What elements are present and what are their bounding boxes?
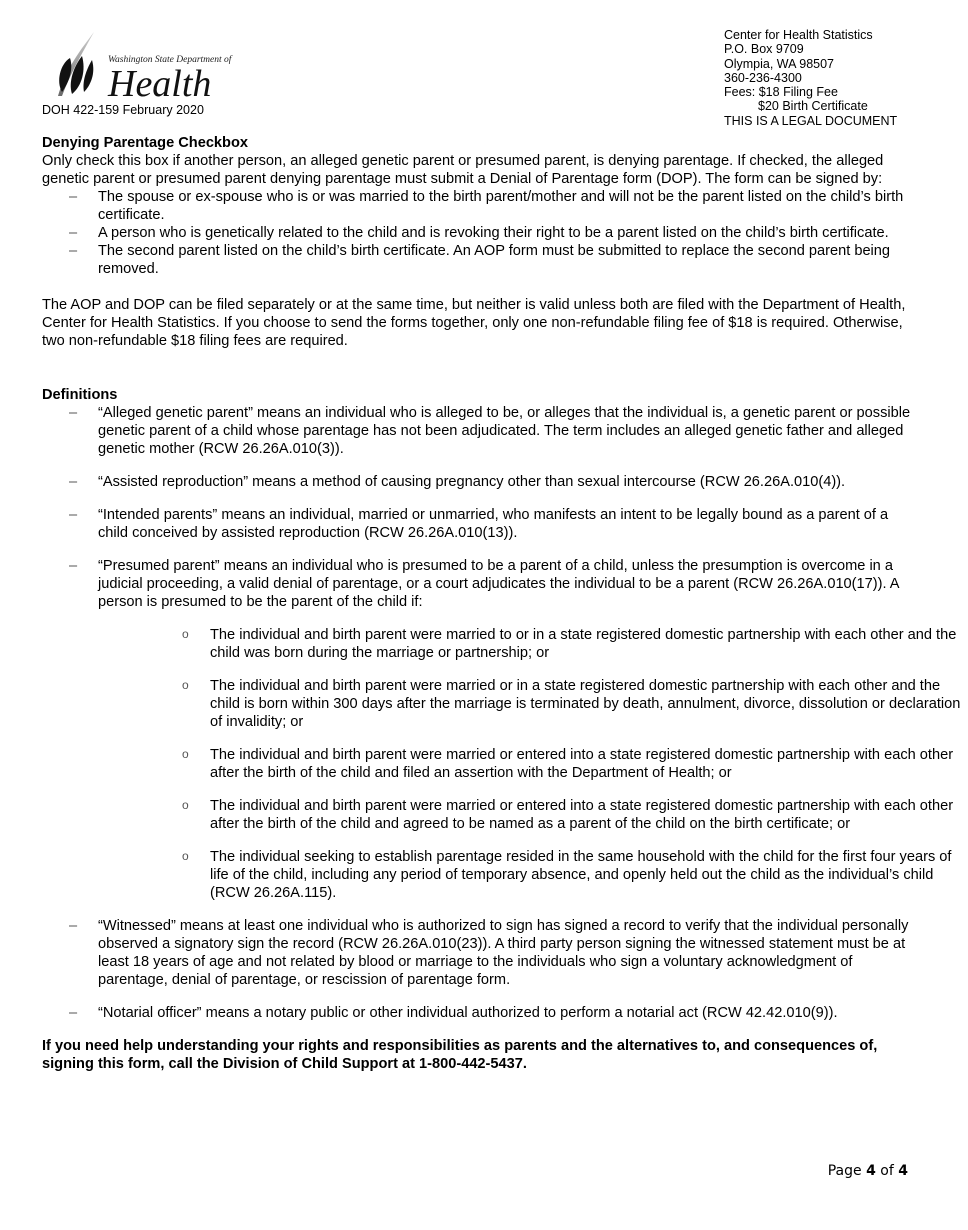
doh-logo (52, 30, 232, 105)
filing-note: The AOP and DOP can be filed separately or at the same time, but neither is valid unless both are filed with the Department of Health, Center for Health Statistics. If you choose to send the forms together, only one non-refundable filing fee of $18 is required. Otherwise, two non-refundable $18 filing fees are required. (42, 297, 906, 349)
svg-text:Health: Health (108, 63, 212, 105)
definitions-list (42, 404, 961, 1022)
denying-intro: Only check this box if another person, an alleged genetic parent or presumed parent, is denying parentage. If checked, the alleged genetic parent or presumed parent denying parentage must submit a Denial of Parentage form (DOP). The form can be signed by: (42, 153, 884, 187)
contact-fee-filing: Fees: $18 Filing Fee (724, 85, 838, 100)
contact-line: Center for Health Statistics (724, 28, 873, 42)
legal-notice: THIS IS A LEGAL DOCUMENT (724, 113, 898, 128)
definitions-heading: Definitions (42, 387, 118, 403)
definition-presumed-parent (42, 557, 961, 902)
definition-intended-parents: – “Intended parents” means an individual, married or unmarried, who manifests an intent to be legally bound as a parent of a child conceived by assisted reproduction (RCW 26.26A.010(13)). (42, 506, 912, 542)
presumption-list (98, 626, 961, 902)
contact-fee-certificate: $20 Birth Certificate (758, 99, 868, 114)
denying-heading: Denying Parentage Checkbox (42, 135, 248, 151)
contact-phone: 360-236-4300 (724, 70, 802, 85)
definition-witnessed: – “Witnessed” means at least one individual who is authorized to sign has signed a record to verify that the individual personally observed a signatory sign the record (RCW 26.26A.010(23)). A third party person signing the witnessed statement must be at least 18 years of age and not related by blood or marriage to the individuals who sign a voluntary acknowledgment of parentage, denial of parentage, or rescission of parentage form. (42, 917, 912, 989)
list-item: – The second parent listed on the child’s birth certificate. An AOP form must be submitted to replace the second parent being removed. (42, 242, 912, 278)
list-item: o The individual and birth parent were married or in a state registered domestic partnership with each other and the child is born within 300 days after the marriage is terminated by death, annulment, divorce, dissolution or declaration of invalidity; or (154, 677, 968, 731)
definition-alleged-genetic-parent: – “Alleged genetic parent” means an individual who is alleged to be, or alleges that the individual is, a genetic parent or possible genetic parent of a child whose parentage has not been adjudicated. The term includes an alleged genetic father and alleged genetic mother (RCW 26.26A.010(3)). (42, 404, 912, 458)
contact-line: P.O. Box 9709 (724, 42, 804, 57)
definition-presumed-parent-text: “Presumed parent” means an individual who is presumed to be a parent of a child, unless the presumption is overcome in a judicial proceeding, a valid denial of parentage, or a court adjudicates the individual to be a parent (RCW 26.26A.010(17)). A person is presumed to be the parent of the child if: (98, 558, 899, 610)
form-id: DOH 422-159 February 2020 (42, 103, 204, 117)
document-body (42, 134, 961, 1073)
list-item: o The individual and birth parent were married or entered into a state registered domestic partnership with each other after the birth of the child and agreed to be named as a parent of the child on the birth certificate; or (154, 797, 968, 833)
list-item: – A person who is genetically related to the child and is revoking their right to be a parent listed on the child’s birth certificate. (42, 224, 912, 242)
page-number: Page 4 of 4 (827, 1163, 908, 1179)
definition-notarial-officer: – “Notarial officer” means a notary public or other individual authorized to perform a notarial act (RCW 42.42.010(9)). (42, 1004, 912, 1022)
definition-assisted-reproduction: – “Assisted reproduction” means a method of causing pregnancy other than sexual intercourse (RCW 26.26A.010(4)). (42, 473, 912, 491)
list-item: – The spouse or ex-spouse who is or was married to the birth parent/mother and will not be the parent listed on the child’s birth certificate. (42, 188, 912, 224)
svg-text:Washington State Department of: Washington State Department of (108, 55, 232, 65)
list-item: o The individual seeking to establish parentage resided in the same household with the child for the first four years of life of the child, including any period of temporary absence, and openly held out the child as the individual’s child (RCW 26.26A.115). (154, 848, 968, 902)
contact-block (724, 28, 897, 128)
help-statement: If you need help understanding your rights and responsibilities as parents and the alternatives to, and consequences of, signing this form, call the Division of Child Support at 1-800-442-5437. (42, 1038, 878, 1072)
list-item: o The individual and birth parent were married or entered into a state registered domestic partnership with each other after the birth of the child and filed an assertion with the Department of Health; or (154, 746, 968, 782)
health-logo-icon (52, 30, 232, 105)
denying-signers-list (42, 188, 912, 278)
list-item: o The individual and birth parent were married to or in a state registered domestic partnership with each other and the child was born during the marriage or partnership; or (154, 626, 968, 662)
contact-line: Olympia, WA 98507 (724, 56, 835, 71)
